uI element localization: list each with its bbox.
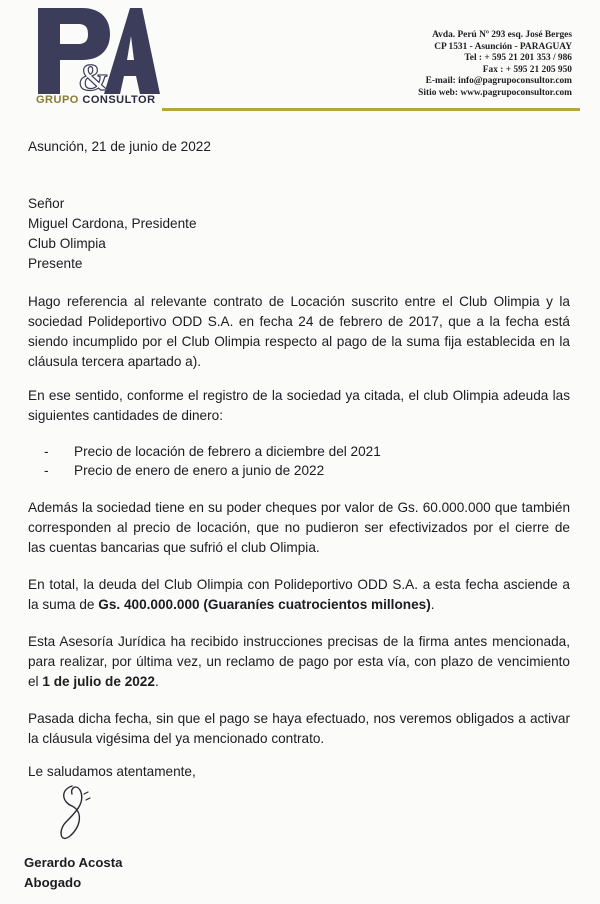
email: E-mail: info@pagrupoconsultor.com	[425, 76, 572, 87]
p5-line-1: Esta Asesoría Jurídica ha recibido instrucciones precisas de la firma antes mencionada,	[28, 634, 570, 649]
signer-name: Gerardo Acosta	[24, 855, 123, 870]
signer-title: Abogado	[24, 875, 82, 890]
list-item: - Precio de locación de febrero a diciembre del 2021	[44, 444, 381, 459]
brand-name	[36, 94, 156, 106]
p3-line-3: las cuentas bancarias que sufrió el club Olimpia.	[28, 540, 320, 555]
p4-line-2	[28, 595, 570, 615]
p1-line-1: Hago referencia al relevante contrato de Locación suscrito entre el Club Olimpia y la	[28, 294, 570, 309]
p2-line-2: siguientes cantidades de dinero:	[28, 408, 223, 423]
deadline-date: 1 de julio de 2022	[42, 674, 155, 689]
paragraph-5	[28, 632, 570, 692]
phone: Tel : + 595 21 201 353 / 986	[464, 53, 572, 64]
recipient-block	[28, 194, 570, 274]
contact-block	[332, 30, 572, 100]
p1-line-4: cláusula tercera apartado a).	[28, 354, 202, 369]
p4-line-2-pre: la suma de	[28, 597, 99, 612]
p1-line-3: siendo incumplido por el Club Olimpia respecto al pago de la suma fija establecida en la	[28, 334, 570, 349]
brand-prefix: GRUPO	[36, 94, 79, 106]
header-rule	[162, 108, 580, 111]
date-line: Asunción, 21 de junio de 2022	[28, 139, 211, 154]
paragraph-4	[28, 575, 570, 615]
p4-line-2-post: .	[430, 597, 435, 612]
total-debt: Gs. 400.000.000 (Guaraníes cuatrocientos millones)	[98, 597, 431, 612]
p5-line-2: para realizar, por última vez, un reclamo de pago por esta vía, con plazo de vencimiento	[28, 654, 570, 669]
paragraph-1	[28, 292, 570, 372]
p1-line-2: sociedad Polideportivo ODD S.A. en fecha 24 de febrero de 2017, que a la fecha está	[28, 314, 570, 329]
p2-line-1: En ese sentido, conforme el registro de la sociedad ya citada, el club Olimpia adeuda las	[28, 388, 570, 403]
paragraph-3	[28, 498, 570, 558]
brand-suffix: CONSULTOR	[82, 94, 156, 106]
fax: Fax : + 595 21 205 950	[482, 64, 572, 75]
recipient-name: Miguel Cardona, Presidente	[28, 216, 197, 231]
p6-line-2: la cláusula vigésima del ya mencionado contrato.	[28, 731, 325, 746]
p5-line-3	[28, 672, 570, 692]
list-item: - Precio de enero de enero a junio de 2022	[44, 463, 325, 478]
address-line-2: CP 1531 - Asunción - PARAGUAY	[434, 41, 572, 52]
salutation: Señor	[28, 196, 65, 211]
p3-line-1: Además la sociedad tiene en su poder cheques por valor de Gs. 60.000.000 que también	[28, 500, 570, 515]
svg-text:&: &	[78, 57, 110, 99]
p5-line-3-pre: el	[28, 674, 43, 689]
p5-line-3-post: .	[154, 674, 159, 689]
p3-line-2: corresponden al precio de locación, que no pudieron ser efectivizados por el cierre de	[28, 520, 570, 535]
address-line-1: Avda. Perú Nº 293 esq. José Berges	[432, 30, 572, 40]
bullet-text-1: Precio de locación de febrero a diciembre del 2021	[74, 444, 381, 459]
p6-line-1: Pasada dicha fecha, sin que el pago se haya efectuado, nos veremos obligados a activar	[28, 711, 570, 726]
presente: Presente	[28, 256, 83, 271]
recipient-org: Club Olimpia	[28, 236, 106, 251]
signature-scribble	[50, 780, 110, 852]
paragraph-2	[28, 386, 570, 426]
bullet-text-2: Precio de enero de enero a junio de 2022	[74, 463, 325, 478]
p4-line-1: En total, la deuda del Club Olimpia con Polideportivo ODD S.A. a esta fecha asciende a	[28, 577, 570, 592]
closing-line: Le saludamos atentamente,	[28, 764, 196, 779]
paragraph-6	[28, 709, 570, 749]
website: Sitio web: www.pagrupoconsultor.com	[418, 87, 572, 98]
